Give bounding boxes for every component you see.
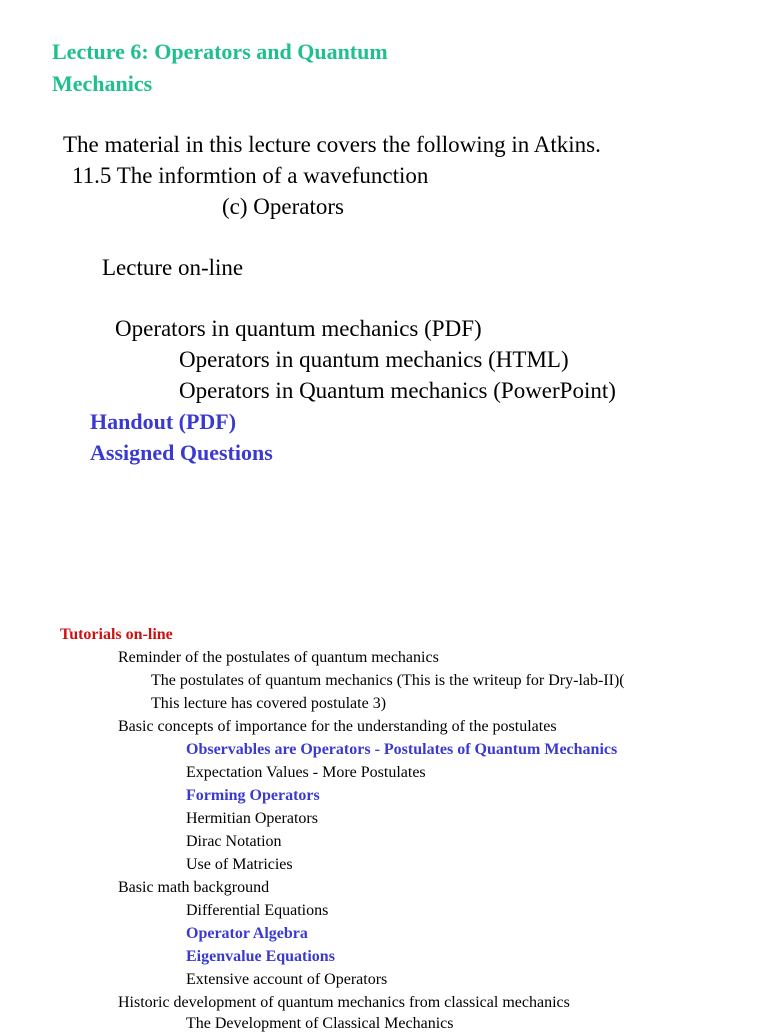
tutorial-link-operator-algebra[interactable]: Operator Algebra — [186, 925, 308, 942]
tutorial-item-dirac[interactable]: Dirac Notation — [186, 833, 282, 850]
page-title-line2: Mechanics — [52, 71, 153, 96]
lecture-pdf-link[interactable]: Operators in quantum mechanics (PDF) — [115, 316, 482, 341]
handout-pdf-link[interactable]: Handout (PDF) — [90, 409, 237, 434]
tutorial-item-expectation-values[interactable]: Expectation Values - More Postulates — [186, 764, 426, 781]
tutorial-item-extensive-account[interactable]: Extensive account of Operators — [186, 971, 388, 988]
page-title-line1: Lecture 6: Operators and Quantum — [52, 39, 388, 64]
tutorial-item-basic-math[interactable]: Basic math background — [118, 879, 270, 896]
tutorial-item-postulates-writeup-cont: This lecture has covered postulate 3) — [151, 695, 387, 712]
lecture-online-heading: Lecture on-line — [102, 255, 244, 280]
tutorial-item-classical-mechanics[interactable]: The Development of Classical Mechanics — [186, 1015, 454, 1032]
tutorial-item-differential-equations[interactable]: Differential Equations — [186, 902, 329, 919]
lecture-powerpoint-link[interactable]: Operators in Quantum mechanics (PowerPoint) — [179, 378, 616, 403]
tutorial-link-eigenvalue-equations[interactable]: Eigenvalue Equations — [186, 948, 335, 965]
section-reference: 11.5 The informtion of a wavefunction — [72, 163, 429, 188]
tutorial-item-basic-concepts[interactable]: Basic concepts of importance for the understanding of the postulates — [118, 718, 557, 735]
assigned-questions-link[interactable]: Assigned Questions — [90, 440, 273, 465]
subsection-reference: (c) Operators — [222, 194, 344, 219]
tutorial-link-forming-operators[interactable]: Forming Operators — [186, 787, 320, 804]
tutorials-heading: Tutorials on-line — [60, 626, 173, 643]
intro-line: The material in this lecture covers the following in Atkins. — [63, 132, 601, 157]
tutorial-item-matricies[interactable]: Use of Matricies — [186, 856, 293, 873]
lecture-html-link[interactable]: Operators in quantum mechanics (HTML) — [179, 347, 569, 372]
tutorial-item-postulates-writeup[interactable]: The postulates of quantum mechanics (This is the writeup for Dry-lab-II)( — [151, 672, 625, 689]
tutorial-item-historic-development[interactable]: Historic development of quantum mechanics from classical mechanics — [118, 994, 570, 1011]
tutorial-item-postulates-reminder[interactable]: Reminder of the postulates of quantum mechanics — [118, 649, 439, 666]
tutorial-link-observables[interactable]: Observables are Operators - Postulates of Quantum Mechanics — [186, 741, 618, 758]
tutorial-item-hermitian[interactable]: Hermitian Operators — [186, 810, 318, 827]
